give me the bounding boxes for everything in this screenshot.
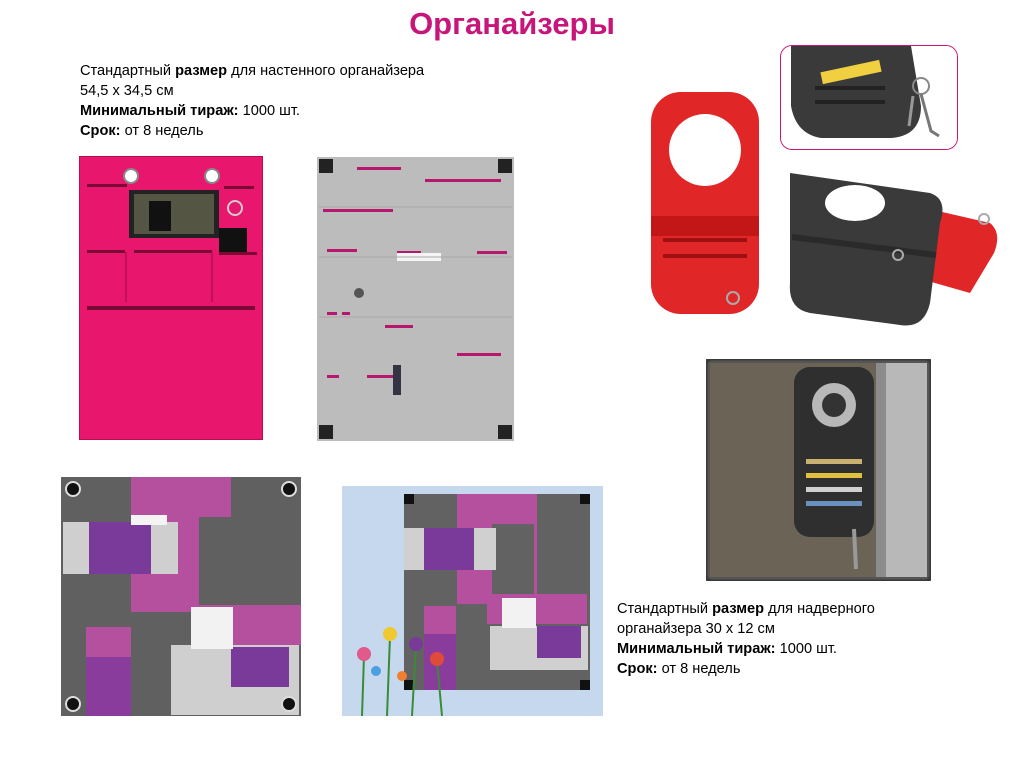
wall-size-line [80, 61, 500, 81]
wall-min-run-value: 1000 шт. [238, 103, 300, 119]
wall-size-bold: размер [175, 63, 228, 79]
slide-title: Органайзеры [409, 6, 615, 41]
pink-wall-organizer-photo [79, 156, 263, 440]
door-size-prefix: Стандартный [617, 601, 713, 617]
door-size-suffix: для надверного [764, 601, 875, 617]
grey-wall-organizer-photo [317, 157, 514, 441]
door-organizer-spec [617, 599, 977, 679]
organizer-with-flowers-photo [342, 486, 603, 716]
wall-term-label: Срок: [80, 123, 121, 139]
door-min-run [617, 639, 977, 659]
purple-wall-organizer-photo [61, 477, 301, 716]
black-red-door-hangers-photo [780, 163, 1002, 330]
wall-term-value: от 8 недель [120, 123, 204, 139]
wall-min-run [80, 101, 500, 121]
wall-organizer-spec [80, 61, 500, 141]
wall-term [80, 121, 500, 141]
door-dimensions: органайзера 30 х 12 см [617, 621, 775, 637]
wall-min-run-label: Минимальный тираж: [80, 103, 239, 119]
door-size-bold: размер [712, 601, 765, 617]
red-door-hanger-photo [647, 88, 763, 318]
door-size-line [617, 599, 977, 619]
door-term-value: от 8 недель [657, 661, 741, 677]
door-hanger-closeup-photo [780, 45, 958, 150]
wall-size-suffix: для настенного органайзера [227, 63, 425, 79]
wall-size-prefix: Стандартный [80, 63, 176, 79]
wall-dimensions: 54,5 х 34,5 см [80, 83, 174, 99]
door-hanger-on-handle-photo [706, 359, 931, 581]
door-term [617, 659, 977, 679]
door-term-label: Срок: [617, 661, 658, 677]
door-min-run-label: Минимальный тираж: [617, 641, 776, 657]
door-min-run-value: 1000 шт. [775, 641, 837, 657]
